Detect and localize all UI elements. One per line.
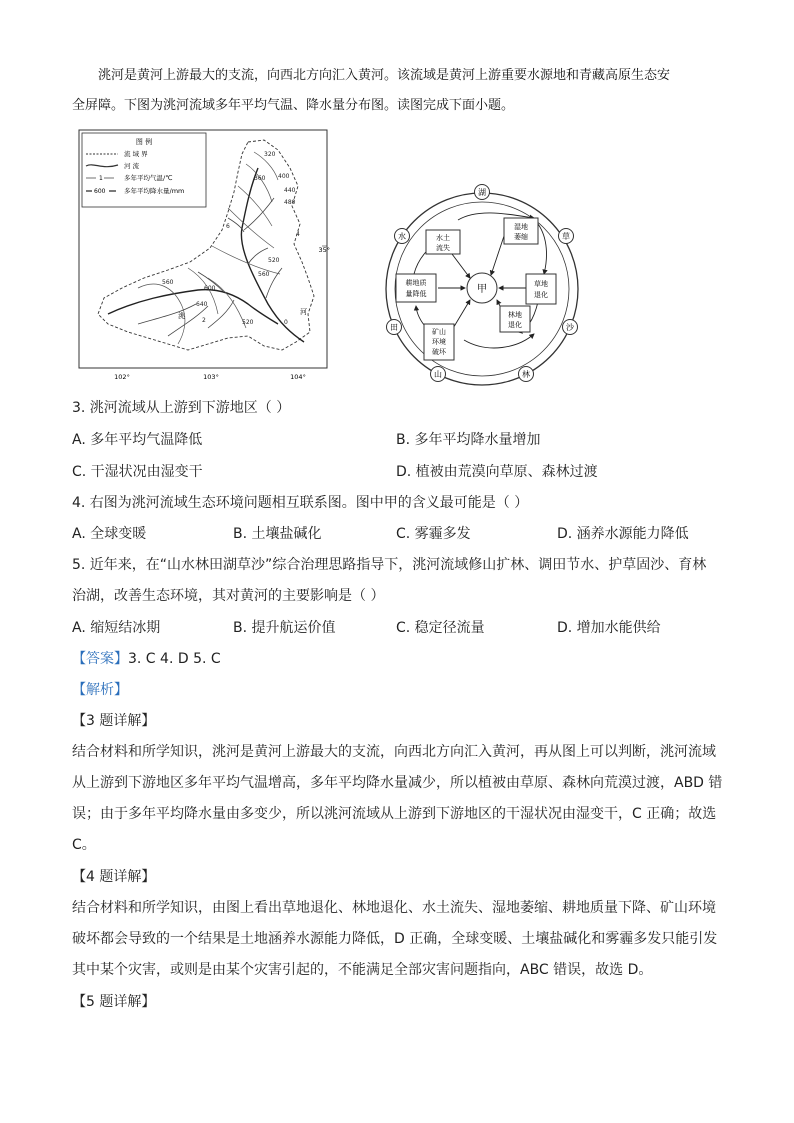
q3-detail-title: 【3 题详解】 (72, 713, 156, 729)
q3-option-b: B. 多年平均降水量增加 (396, 432, 541, 448)
contour-label: 4 (296, 231, 300, 238)
contour-label: 520 (242, 319, 254, 326)
q3-option-c: C. 干湿状况由湿变干 (72, 464, 203, 480)
answer-value: 3. C 4. D 5. C (128, 651, 221, 667)
ring-label-tian: 田 (390, 323, 398, 332)
q5-option-c: C. 稳定径流量 (396, 620, 485, 636)
q4-option-d: D. 涵养水源能力降低 (557, 526, 689, 542)
ring-label-sha: 沙 (566, 323, 574, 332)
box-caodi-l2: 退化 (534, 291, 548, 299)
q3-option-a: A. 多年平均气温降低 (72, 432, 203, 448)
legend-item-river: 河 流 (124, 162, 140, 170)
legend-sample-precip: 600 (94, 188, 106, 195)
q5-stem-line-2: 治湖，改善生态环境，其对黄河的主要影响是（ ） (72, 588, 385, 604)
river-label-tao: 洮 (178, 312, 185, 320)
legend-item-boundary: 流 域 界 (124, 150, 148, 158)
q3-detail-line-4: C。 (72, 837, 96, 853)
q3-detail-line-2: 从上游到下游地区多年平均气温增高，多年平均降水量减少，所以植被由草原、森林向荒漠过渡，ABD 错 (72, 775, 723, 791)
q4-detail-line-1: 结合材料和所学知识，由图上看出草地退化、林地退化、水土流失、湿地萎缩、耕地质量下降、矿山环境 (72, 900, 716, 916)
q3-stem: 3. 洮河流域从上游到下游地区（ ） (72, 400, 291, 416)
q4-detail-line-3: 其中某个灾害，或则是由某个灾害引起的，不能满足全部灾害问题指向，ABC 错误，故选 D。 (72, 962, 653, 978)
lon-label-102: 102° (114, 373, 130, 381)
lon-label-104: 104° (290, 373, 306, 381)
q5-option-d: D. 增加水能供给 (557, 620, 661, 636)
box-shuitu-l1: 水土 (436, 234, 450, 242)
contour-label: 480 (284, 199, 296, 206)
box-caodi (526, 274, 556, 304)
contour-label: 560 (258, 271, 270, 278)
q4-option-b: B. 土壤盐碱化 (233, 526, 322, 542)
center-label: 甲 (477, 284, 487, 295)
legend-sample-temp: 1 (99, 175, 103, 182)
ring-label-shui: 水 (398, 232, 406, 241)
legend-item-temp: 多年平均气温/℃ (124, 174, 173, 182)
ring-label-cao: 草 (562, 232, 570, 241)
river-label-he: 河 (300, 308, 307, 316)
contour-label: 2 (202, 317, 206, 324)
q5-option-b: B. 提升航运价值 (233, 620, 336, 636)
lat-label: 35° (318, 246, 330, 254)
contour-label: 440 (284, 187, 296, 194)
ecology-diagram (378, 178, 588, 388)
ring-label-shan: 山 (434, 370, 442, 379)
box-gengdi-l2: 量降低 (405, 290, 427, 298)
map-legend (82, 133, 206, 207)
box-shidi-l1: 湿地 (514, 223, 528, 231)
q4-option-c: C. 雾霾多发 (396, 526, 471, 542)
q4-detail-title: 【4 题详解】 (72, 869, 156, 885)
legend-title: 图 例 (135, 138, 153, 146)
box-caodi-l1: 草地 (534, 280, 548, 288)
tao-river-map (78, 128, 334, 384)
q5-stem-line-1: 5. 近年来，在“山水林田湖草沙”综合治理思路指导下，洮河流域修山扩林、调田节水、护草固沙、育林 (72, 557, 707, 573)
analysis-label: 【解析】 (72, 682, 128, 698)
q5-detail-title: 【5 题详解】 (72, 994, 156, 1010)
contour-label: 6 (226, 223, 230, 230)
legend-item-precip: 多年平均降水量/mm (124, 187, 185, 195)
contour-label: 400 (278, 173, 290, 180)
contour-label: 560 (162, 279, 174, 286)
lon-label-103: 103° (203, 373, 219, 381)
intro-line-1: 洮河是黄河上游最大的支流，向西北方向汇入黄河。该流域是黄河上游重要水源地和青藏高原生态安 (98, 68, 671, 83)
contour-label: 520 (268, 257, 280, 264)
q3-option-d: D. 植被由荒漠向草原、森林过渡 (396, 464, 598, 480)
q3-detail-line-1: 结合材料和所学知识，洮河是黄河上游最大的支流，向西北方向汇入黄河，再从图上可以判断，洮河流域 (72, 744, 716, 760)
q4-stem: 4. 右图为洮河流域生态环境问题相互联系图。图中甲的含义最可能是（ ） (72, 495, 529, 511)
box-shidi-l2: 萎缩 (514, 233, 528, 241)
contour-label: 600 (204, 285, 216, 292)
intro-line-2: 全屏障。下图为洮河流域多年平均气温、降水量分布图。读图完成下面小题。 (72, 98, 515, 113)
box-kuangshan-l2: 环境 (432, 338, 446, 346)
answer-line (72, 649, 722, 669)
q5-option-a: A. 缩短结冰期 (72, 620, 161, 636)
contour-label: 0 (284, 319, 288, 326)
contour-label: 640 (196, 301, 208, 308)
box-lindi-l2: 退化 (508, 321, 522, 329)
box-gengdi-l1: 耕地质 (405, 279, 427, 287)
box-kuangshan-l1: 矿山 (432, 328, 446, 336)
ring-label-lin: 林 (522, 370, 530, 379)
ring-label-hu: 湖 (478, 188, 486, 197)
q3-detail-line-3: 误；由于多年平均降水量由多变少，所以洮河流域从上游到下游地区的干湿状况由湿变干，C 正确；故选 (72, 806, 717, 822)
box-kuangshan-l3: 破坏 (432, 348, 446, 356)
contour-label: 360 (254, 175, 266, 182)
q4-detail-line-2: 破坏都会导致的一个结果是土地涵养水源能力降低，D 正确，全球变暖、土壤盐碱化和雾霾多发只能引发 (72, 931, 718, 947)
q4-option-a: A. 全球变暖 (72, 526, 147, 542)
tributaries (138, 198, 282, 336)
answer-label: 【答案】 (72, 651, 128, 667)
box-shuitu-l2: 流失 (436, 244, 450, 252)
contour-label: 320 (264, 151, 276, 158)
diagram-boxes (396, 218, 556, 360)
box-lindi-l1: 林地 (508, 311, 522, 319)
